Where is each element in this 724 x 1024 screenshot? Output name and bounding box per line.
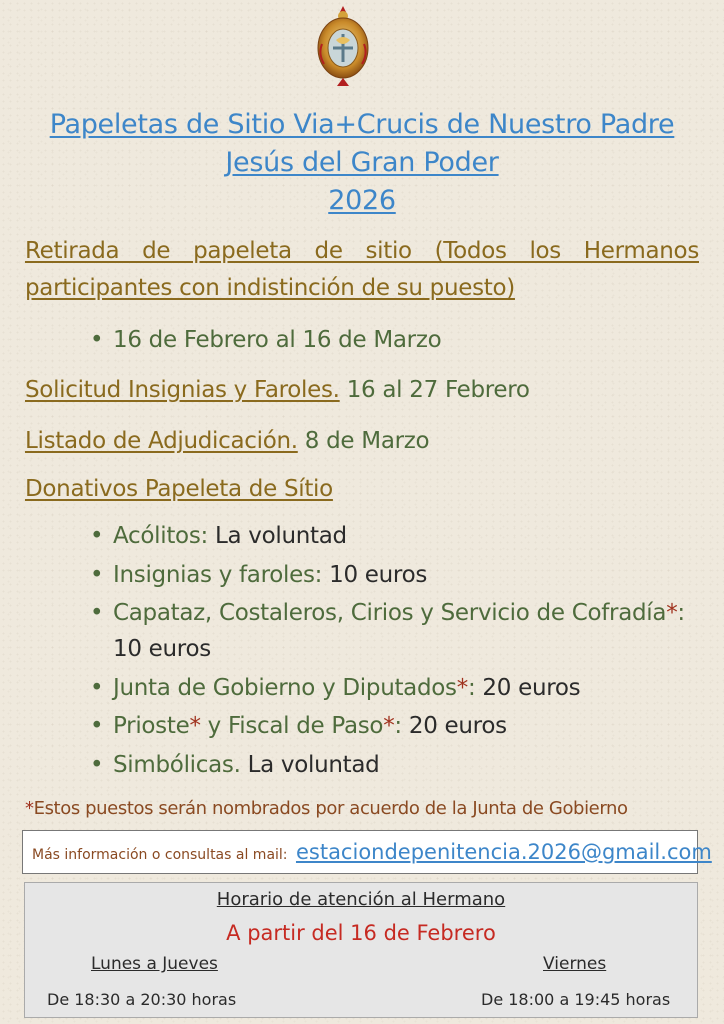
item-value: 10 euros <box>113 636 211 662</box>
item-label-end: : <box>394 713 402 739</box>
item-value: 10 euros <box>322 562 428 588</box>
bullet-icon: • <box>90 675 104 701</box>
item-label: Junta de Gobierno y Diputados <box>113 675 457 701</box>
bullet-icon: • <box>90 600 104 626</box>
donativos-heading: Donativos Papeleta de Sítio <box>25 476 333 502</box>
title-line-2: Jesús del Gran Poder <box>225 147 499 178</box>
bullet-icon: • <box>90 562 104 588</box>
list-item <box>90 708 700 744</box>
title-year: 2026 <box>328 185 396 216</box>
footnote-text: Estos puestos serán nombrados por acuerdo de la Junta de Gobierno <box>33 798 628 819</box>
hours-col2-time: De 18:00 a 19:45 horas <box>481 990 671 1009</box>
list-item <box>90 747 700 783</box>
contact-email-link[interactable]: estaciondepenitencia.2026@gmail.com <box>295 840 712 864</box>
title-line-1: Papeletas de Sitio Via+Crucis de Nuestro Padre <box>49 109 675 140</box>
item-star: * <box>666 600 678 626</box>
bullet-icon: • <box>90 523 104 549</box>
item-label: Prioste <box>113 713 190 739</box>
list-item <box>90 595 700 667</box>
contact-box <box>22 830 712 874</box>
brotherhood-crest-icon <box>316 4 370 88</box>
hours-subtitle: A partir del 16 de Febrero <box>226 921 496 945</box>
item-label: Insignias y faroles: <box>113 562 323 588</box>
retirada-heading: Retirada de papeleta de sitio (Todos los Hermanos participantes con indistinción de su puesto) <box>25 238 699 301</box>
hours-panel <box>24 882 698 1018</box>
solicitud-line <box>25 372 699 409</box>
item-star-2: * <box>383 713 395 739</box>
page-title <box>20 106 704 220</box>
item-label-end: : <box>677 600 685 626</box>
item-star: * <box>189 713 201 739</box>
listado-value: 8 de Marzo <box>297 428 430 454</box>
hours-col2-day: Viernes <box>543 954 607 974</box>
hours-col1-time: De 18:30 a 20:30 horas <box>47 990 237 1009</box>
item-label: Simbólicas. <box>113 752 241 778</box>
bullet-icon: • <box>90 327 104 353</box>
item-star: * <box>456 675 468 701</box>
list-item <box>90 557 700 593</box>
retirada-date: 16 de Febrero al 16 de Marzo <box>113 327 442 353</box>
bullet-icon: • <box>90 713 104 739</box>
footnote <box>25 798 628 819</box>
listado-line <box>25 423 699 460</box>
solicitud-label: Solicitud Insignias y Faroles. <box>25 377 340 403</box>
contact-label: Más información o consultas al mail: <box>32 847 288 863</box>
hours-title: Horario de atención al Hermano <box>216 889 506 910</box>
item-value: 20 euros <box>401 713 507 739</box>
footnote-star: * <box>25 798 34 819</box>
item-label: Capataz, Costaleros, Cirios y Servicio de Cofradía <box>113 600 667 626</box>
bullet-icon: • <box>90 752 104 778</box>
item-value: La voluntad <box>240 752 380 778</box>
item-value: La voluntad <box>207 523 347 549</box>
retirada-date-item <box>90 322 700 358</box>
listado-label: Listado de Adjudicación. <box>25 428 298 454</box>
item-value: 20 euros <box>475 675 581 701</box>
item-label-mid: y Fiscal de Paso <box>200 713 384 739</box>
list-item <box>90 518 700 554</box>
item-label-end: : <box>467 675 476 701</box>
list-item <box>90 670 700 706</box>
solicitud-value: 16 al 27 Febrero <box>339 377 530 403</box>
item-label: Acólitos: <box>113 523 208 549</box>
hours-col1-day: Lunes a Jueves <box>91 954 218 974</box>
